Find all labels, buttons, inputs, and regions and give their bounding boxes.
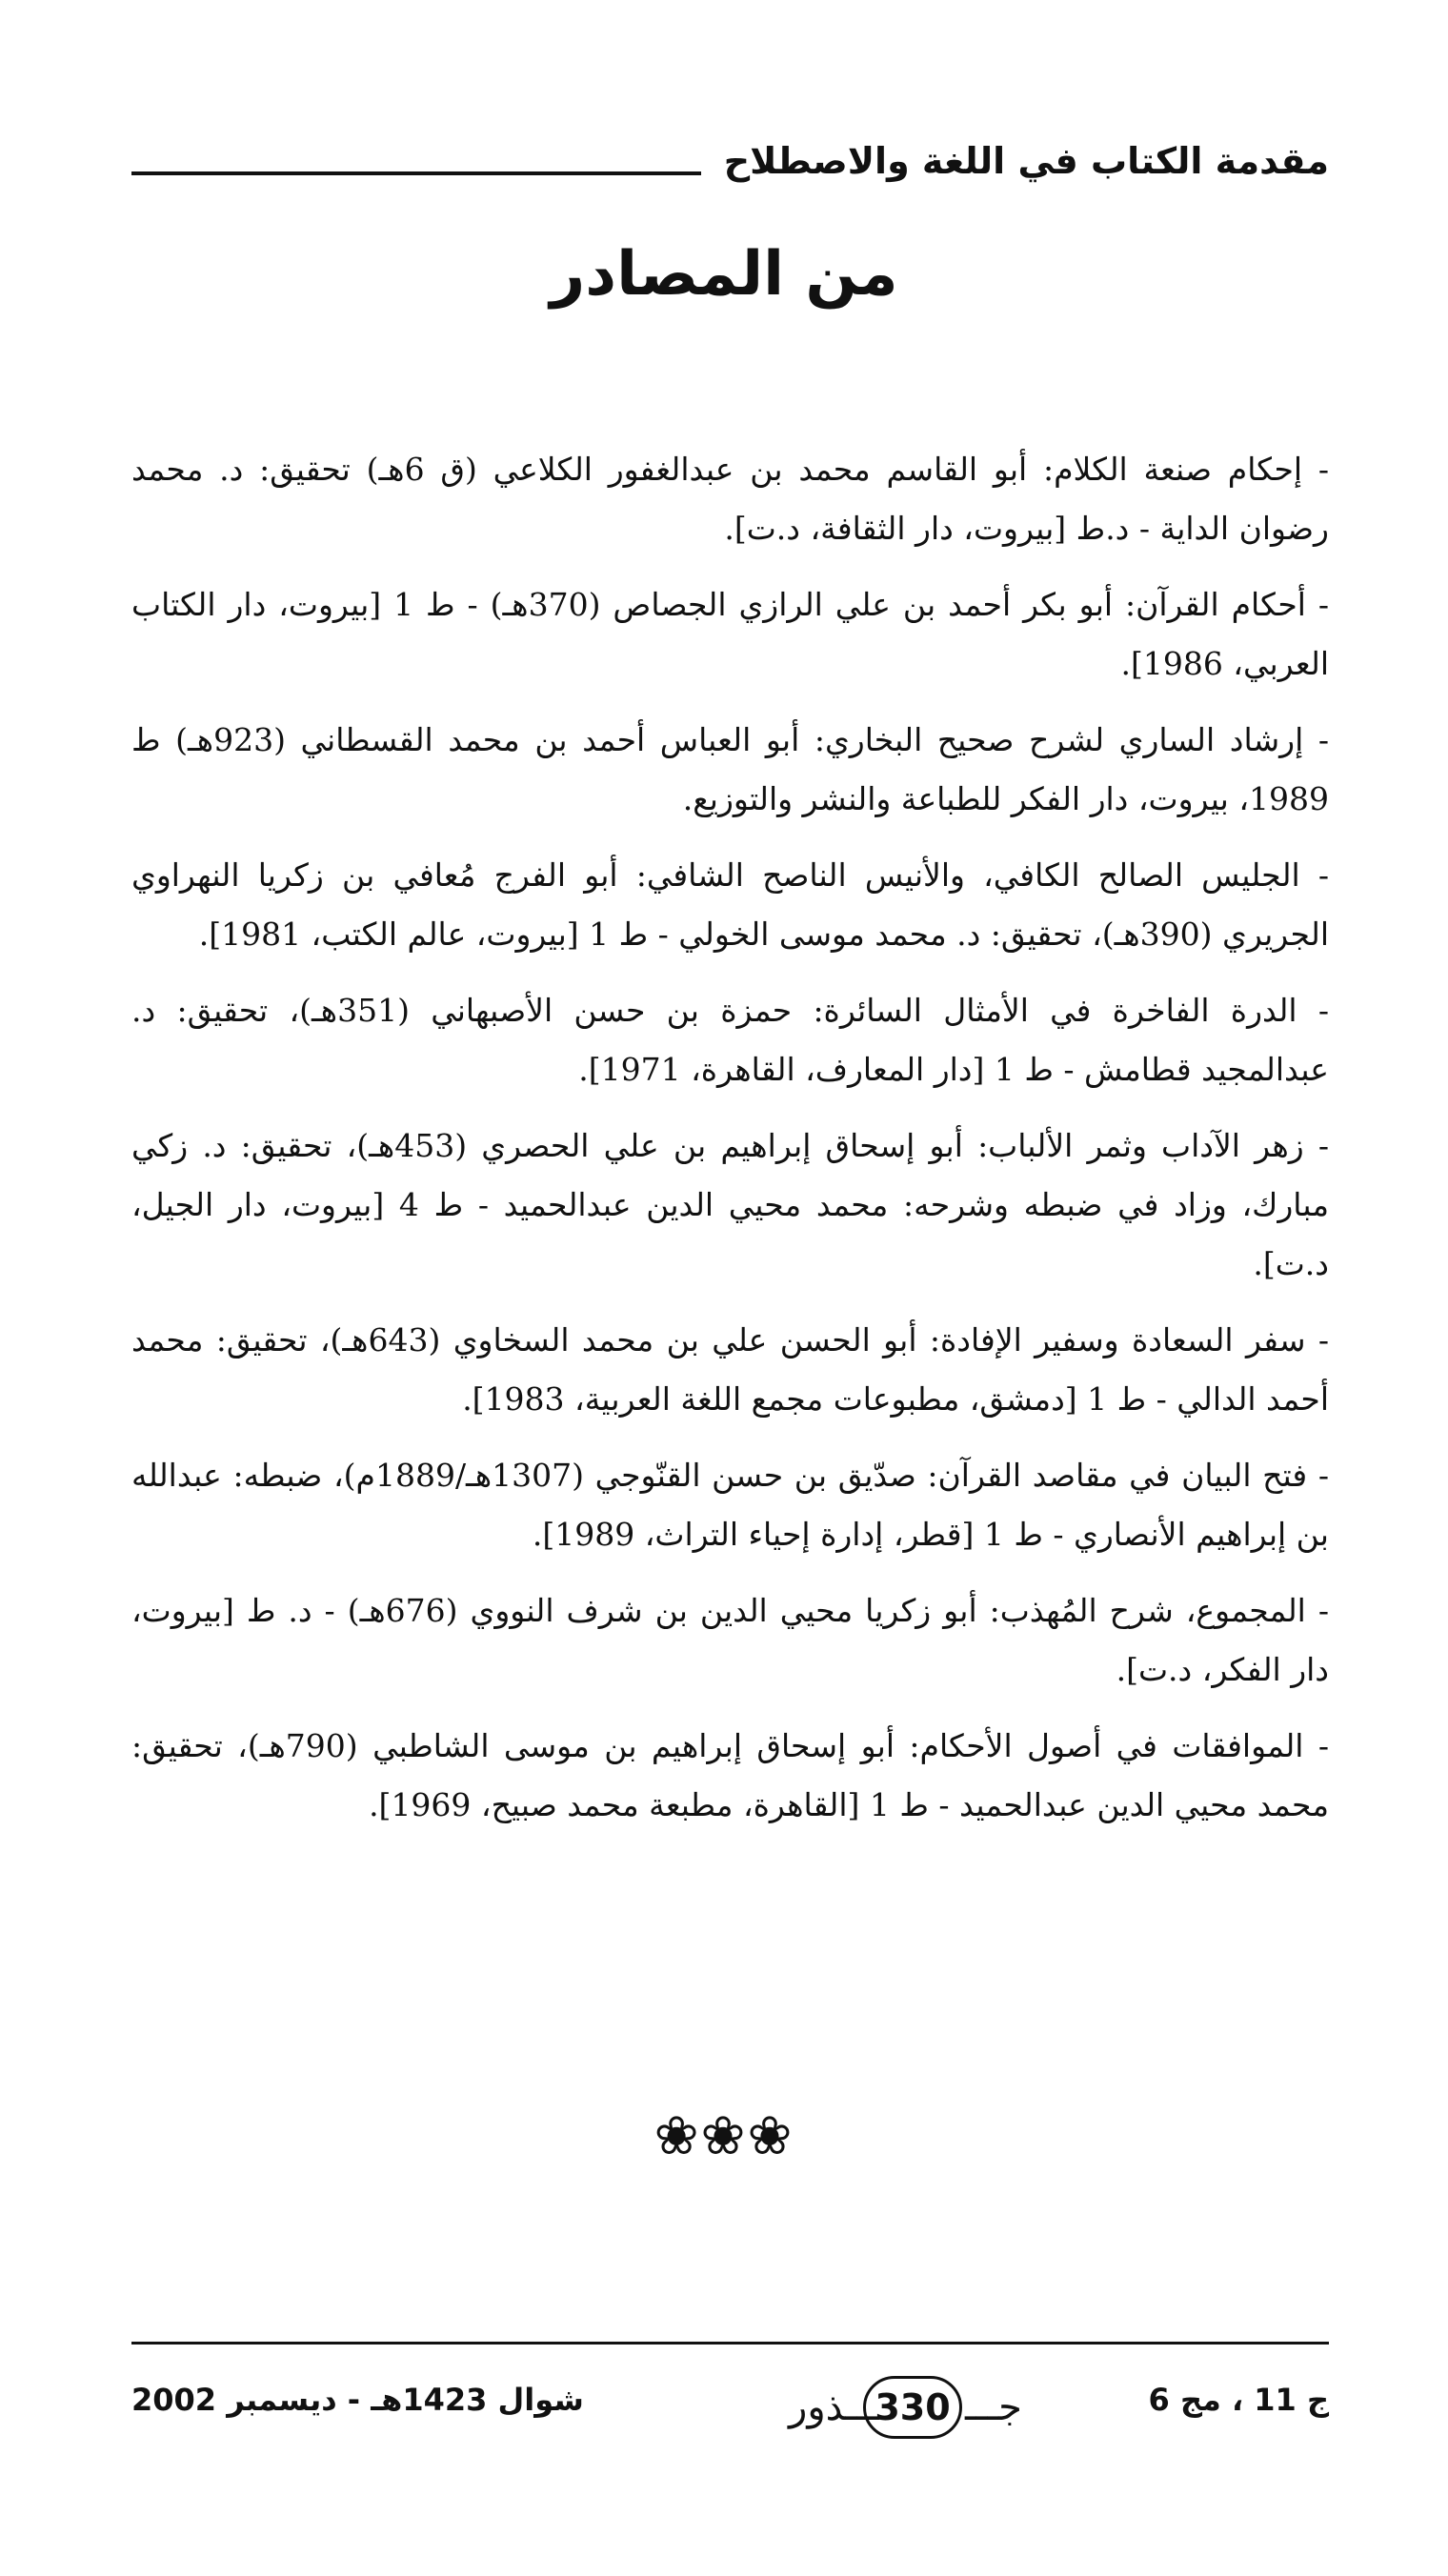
issue-date: شوال 1423هـ - ديسمبر 2002 <box>131 2382 584 2418</box>
reference-entry: - الدرة الفاخرة في الأمثال السائرة: حمزة بن حسن الأصبهاني (351هـ)، تحقيق: د. عبدالمجيد قطامش - ط 1 [دار المعارف، القاهرة، 1971]. <box>131 992 1329 1088</box>
running-header <box>131 124 1329 181</box>
reference-entry: - إحكام صنعة الكلام: أبو القاسم محمد بن عبدالغفور الكلاعي (ق 6هـ) تحقيق: د. محمد رضوان الداية - د.ط [بيروت، دار الثقافة، د.ت]. <box>131 451 1329 547</box>
running-title: مقدمة الكتاب في اللغة والاصطلاح <box>723 140 1329 182</box>
volume-label: ج 11 ، مج 6 <box>1148 2382 1329 2418</box>
reference-entry: - فتح البيان في مقاصد القرآن: صدّيق بن حسن القنّوجي (1307هـ/1889م)، ضبطه: عبدالله بن إبراهيم الأنصاري - ط 1 [قطر، إدارة إحياء التراث، 1989]. <box>131 1457 1330 1553</box>
reference-entry: - أحكام القرآن: أبو بكر أحمد بن علي الرازي الجصاص (370هـ) - ط 1 [بيروت، دار الكتاب العربي، 1986]. <box>131 586 1329 682</box>
reference-list <box>131 440 1329 1852</box>
reference-entry: - زهر الآداب وثمر الألباب: أبو إسحاق إبراهيم بن علي الحصري (453هـ)، تحقيق: د. زكي مبارك، وزاد في ضبطه وشرحه: محمد محيي الدين عبدالحميد - ط 4 [بيروت، دار الجيل، د.ت]. <box>131 1127 1329 1282</box>
page-footer <box>131 2355 1329 2460</box>
reference-entry: - الجليس الصالح الكافي، والأنيس الناصح الشافي: أبو الفرج مُعافي بن زكريا النهراوي الجريري (390هـ)، تحقيق: د. محمد موسى الخولي - ط 1 [بيروت، عالم الكتب، 1981]. <box>131 856 1329 953</box>
reference-entry: - إرشاد الساري لشرح صحيح البخاري: أبو العباس أحمد بن محمد القسطاني (923هـ) ط 1989، بيروت، دار الفكر للطباعة والنشر والتوزيع. <box>131 721 1330 817</box>
reference-entry: - المجموع، شرح المُهذب: أبو زكريا محيي الدين بن شرف النووي (676هـ) - د. ط [بيروت، دار الفكر، د.ت]. <box>131 1592 1329 1688</box>
journal-logo <box>646 2365 1141 2450</box>
reference-entry: - سفر السعادة وسفير الإفادة: أبو الحسن علي بن محمد السخاوي (643هـ)، تحقيق: محمد أحمد الدالي - ط 1 [دمشق، مطبوعات مجمع اللغة العربية، 1983]. <box>131 1321 1330 1418</box>
reference-entry: - الموافقات في أصول الأحكام: أبو إسحاق إبراهيم بن موسى الشاطبي (790هـ)، تحقيق: محمد محيي الدين عبدالحميد - ط 1 [القاهرة، مطبعة محمد صبيح، 1969]. <box>131 1727 1330 1823</box>
footer-rule <box>131 2342 1329 2345</box>
journal-name-part-right: جـــ <box>965 2385 1022 2429</box>
header-rule <box>131 171 701 175</box>
section-title: من المصادر <box>550 239 898 310</box>
page-number: 330 <box>863 2376 962 2439</box>
flower-ornament-icon: ❀❀❀ <box>654 2105 794 2167</box>
journal-name-part-left: ـــذور <box>789 2385 879 2429</box>
